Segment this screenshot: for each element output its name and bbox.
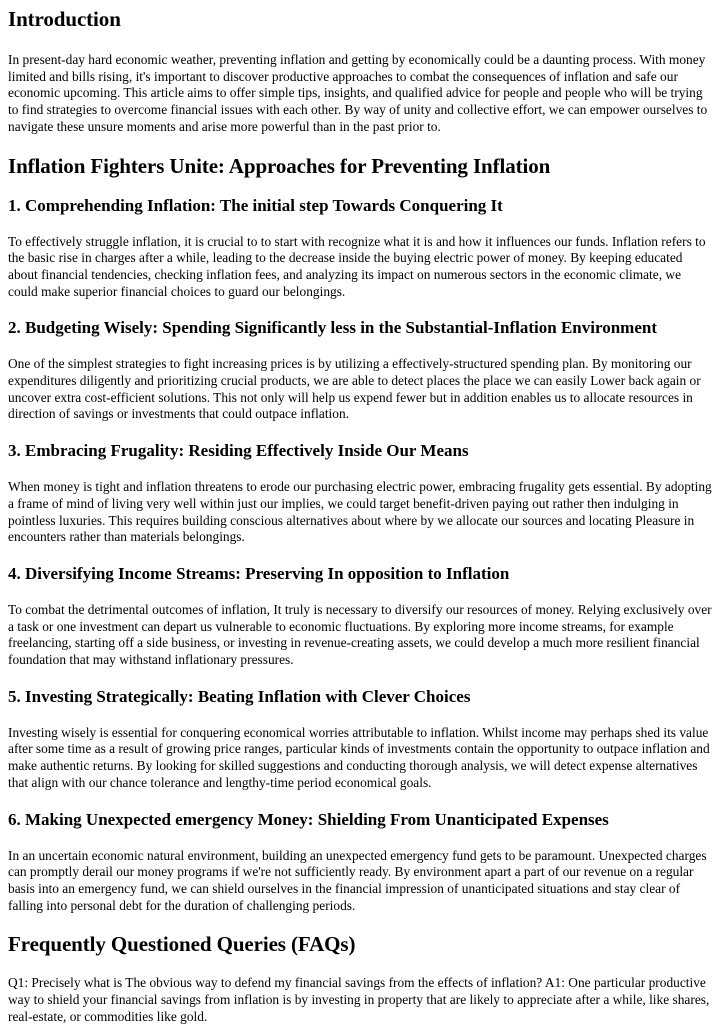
article <box>0 7 720 1026</box>
faq-title: Frequently Questioned Queries (FAQs) <box>8 932 356 957</box>
section-paragraph-4: To combat the detrimental outcomes of inflation, It truly is necessary to diversify our resources of money. Relying exclusively over a task or one investment can depart us vulnerable to economic fluctuations. By exploring more income streams, for example freelancing, starting off a side business, or investing in revenue-creating assets, we could develop a much more resilient financial foundation that may withstand inflationary pressures. <box>8 601 712 668</box>
section-heading-5: 5. Investing Strategically: Beating Inflation with Clever Choices <box>8 686 471 706</box>
section-paragraph-5: Investing wisely is essential for conquering economical worries attributable to inflation. Whilst income may perhaps shed its value after some time as a result of growing price ranges, particular kinds of investments contain the opportunity to outpace inflation and make authentic returns. By looking for skilled suggestions and conducting thorough analysis, we will detect expense alternatives that align with our chance tolerance and lengthy-time period economical goals. <box>8 724 710 790</box>
intro-paragraph: In present-day hard economic weather, preventing inflation and getting by economically could be a daunting process. With money limited and bills rising, it's important to discover productive approaches to combat the consequences of inflation and safe our economic upcoming. This article aims to offer simple tips, insights, and qualified advice for people and people who will be trying to find strategies to overcome financial issues with each other. By way of unity and collective effort, we can empower ourselves to navigate these unsure moments and arise more powerful than in the past prior to. <box>8 52 708 134</box>
section-heading-4: 4. Diversifying Income Streams: Preserving In opposition to Inflation <box>8 563 510 583</box>
section-paragraph-2: One of the simplest strategies to fight increasing prices is by utilizing a effectively-structured spending plan. By monitoring our expenditures diligently and prioritizing crucial products, we are able to detect places the place we can easily Lower back again or uncover extra cost-efficient solutions. This not only will help us expend fewer but in addition enables us to allocate resources in direction of savings or investments that could outpace inflation. <box>8 356 701 422</box>
section-paragraph-3: When money is tight and inflation threatens to erode our purchasing electric power, embracing frugality gets essential. By adopting a frame of mind of living very well within just our implies, we could target benefit-driven paying out rather then indulging in pointless luxuries. This requires building conscious alternatives about where by we allocate our sources and locating Pleasure in encounters rather than materials belongings. <box>8 479 712 545</box>
intro-title: Introduction <box>8 7 121 31</box>
section-paragraph-1: To effectively struggle inflation, it is crucial to to start with recognize what it is and how it influences our funds. Inflation refers to the basic rise in charges after a while, leading to the decrease inside the buying electric power of money. By keeping educated about financial tendencies, checking inflation fees, and analyzing its impact on numerous sectors in the economic climate, we could make superior financial choices to guard our belongings. <box>8 233 706 299</box>
section-heading-2: 2. Budgeting Wisely: Spending Significantly less in the Substantial-Inflation Environment <box>8 318 657 338</box>
section-paragraph-6: In an uncertain economic natural environment, building an unexpected emergency fund gets to be paramount. Unexpected charges can promptly derail our money programs if we're not sufficiently ready. By environment apart a part of our revenue on a regular basis into an emergency fund, we can shield ourselves in the financial impression of unanticipated situations and stay clear of falling into personal debt for the duration of challenging periods. <box>8 847 707 913</box>
section-heading-3: 3. Embracing Frugality: Residing Effectively Inside Our Means <box>8 441 469 461</box>
article-title: Inflation Fighters Unite: Approaches for Preventing Inflation <box>8 153 551 178</box>
faq-paragraph: Q1: Precisely what is The obvious way to defend my financial savings from the effects of inflation? A1: One particular productive way to shield your financial savings from inflation is by investing in property that are likely to appreciate after a while, like shares, real-estate, or commodities like gold. <box>8 975 710 1024</box>
section-heading-6: 6. Making Unexpected emergency Money: Shielding From Unanticipated Expenses <box>8 809 609 829</box>
section-heading-1: 1. Comprehending Inflation: The initial step Towards Conquering It <box>8 195 503 215</box>
